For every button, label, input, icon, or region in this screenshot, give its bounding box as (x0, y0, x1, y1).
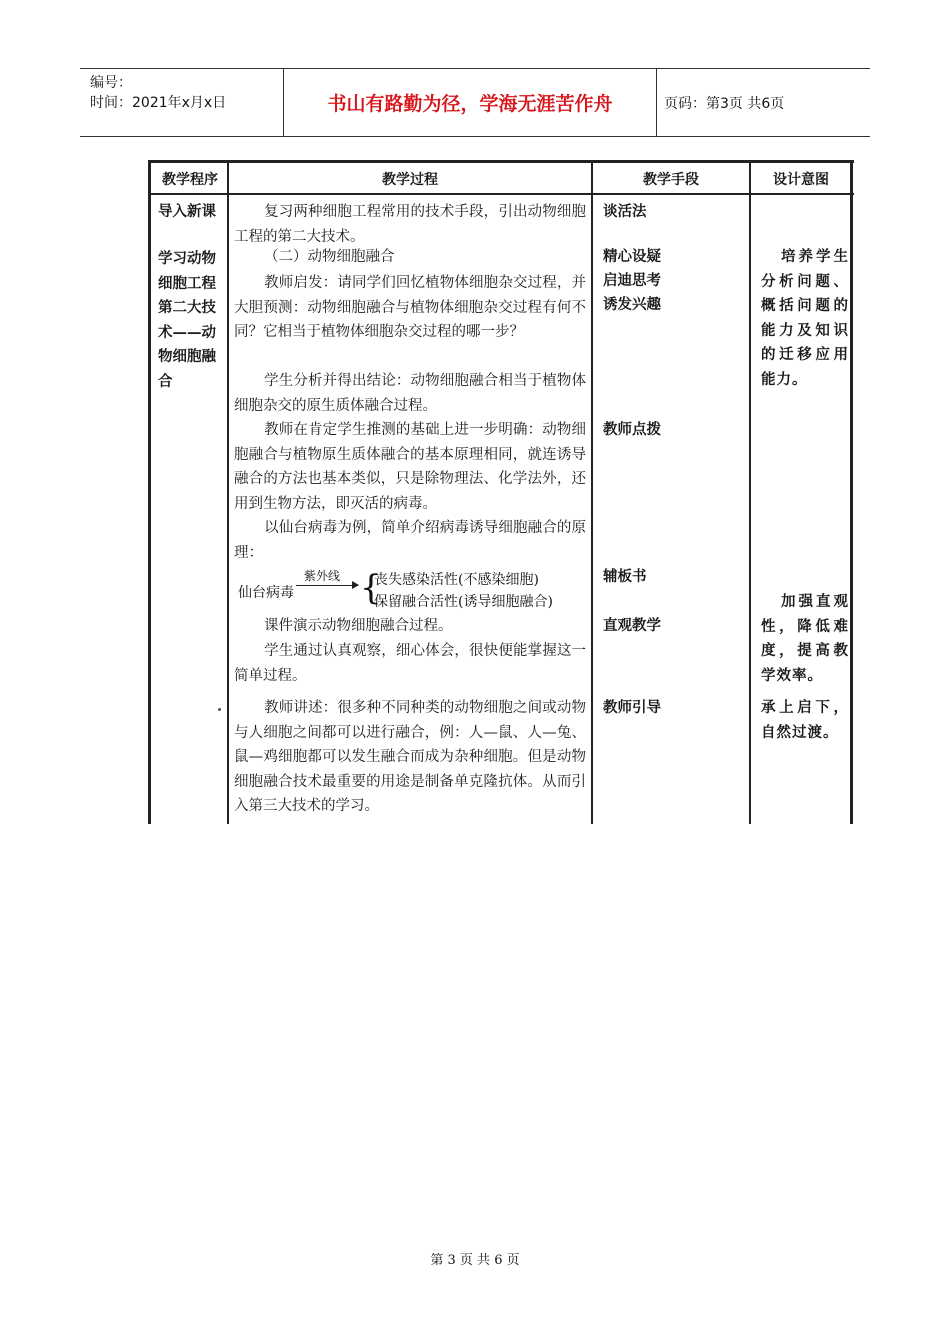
footer-page-number: 第 3 页 共 6 页 (430, 1253, 520, 1268)
header-intent: 设计意图 (773, 172, 829, 188)
means-3: 启迪思考 (603, 272, 661, 289)
intent-1 (761, 245, 849, 393)
process-p2 (234, 245, 586, 270)
intent-2 (761, 590, 849, 688)
intent-2-text: 加强直观性，降低难度，提高教学效率。 (761, 593, 849, 684)
diagram-source: 仙台病毒 (238, 585, 294, 601)
process-p6 (234, 516, 586, 565)
means-8: 教师引导 (603, 699, 661, 716)
process-p4 (234, 369, 586, 418)
table-right-border (850, 160, 853, 824)
means-1: 谈活法 (603, 203, 647, 220)
process-p3 (234, 271, 586, 345)
process-p3-text: 教师启发：请同学们回忆植物体细胞杂交过程，并大胆预测：动物细胞融合与植物体细胞杂交过程有何不同？它相当于植物体细胞杂交过程的哪一步？ (234, 275, 586, 341)
diagram-branch-2: 保留融合活性(诱导细胞融合) (374, 594, 553, 610)
process-p5 (234, 418, 586, 516)
header-meta (80, 69, 283, 136)
header-procedure: 教学程序 (162, 172, 218, 188)
page-footer (0, 1249, 950, 1268)
col-divider-1 (227, 160, 229, 824)
process-p5-text: 教师在肯定学生推测的基础上进一步明确：动物细胞融合与植物原生质体融合的基本原理相同，就连诱导融合的方法也基本类似，只是除物理法、化学法外，还用到生物方法，即灭活的病毒。 (234, 422, 586, 512)
means-6: 辅板书 (603, 568, 647, 585)
process-p9-text: 教师讲述：很多种不同种类的动物细胞之间或动物与人细胞之间都可以进行融合，例：人—鼠、人—兔、鼠—鸡细胞都可以发生融合而成为杂种细胞。但是动物细胞融合技术最重要的用途是制备单克隆抗体。从而引入第三大技术的学习。 (234, 700, 586, 815)
means-5: 教师点拨 (603, 421, 661, 438)
process-p9 (234, 696, 586, 819)
intent-1-text: 培养学生分析问题、概括问题的能力及知识的迁移应用能力。 (761, 248, 849, 388)
scan-speck (218, 708, 221, 711)
header-means: 教学手段 (643, 172, 699, 188)
page-info-text: 页码：第3页 共6页 (664, 95, 785, 112)
col-divider-2 (591, 160, 593, 824)
table-left-border (148, 160, 151, 824)
process-p4-text: 学生分析并得出结论：动物细胞融合相当于植物体细胞杂交的原生质体融合过程。 (234, 373, 586, 414)
process-p8-text: 学生通过认真观察，细心体会，很快便能掌握这一简单过程。 (234, 643, 586, 684)
process-p2-text: （二）动物细胞融合 (264, 249, 395, 265)
process-p7 (234, 614, 586, 639)
page-header (80, 68, 870, 137)
intent-3-text: 承上启下，自然过渡。 (761, 699, 849, 741)
process-p1-text: 复习两种细胞工程常用的技术手段，引出动物细胞工程的第二大技术。 (234, 204, 586, 245)
process-p1 (234, 200, 586, 249)
code-label: 编号： (90, 75, 132, 91)
diagram-branch-1: 丧失感染活性(不感染细胞) (374, 572, 539, 588)
virus-diagram (238, 567, 598, 615)
procedure-intro: 导入新课 (158, 203, 216, 220)
intent-3 (761, 696, 849, 745)
brace-icon: { (360, 568, 382, 608)
process-p6-text: 以仙台病毒为例，简单介绍病毒诱导细胞融合的原理： (234, 520, 586, 561)
arrow-right-icon (296, 585, 358, 586)
lesson-table (148, 160, 854, 824)
motto: 书山有路勤为径，学海无涯苦作舟 (283, 69, 657, 136)
col-divider-3 (749, 160, 751, 824)
means-4: 诱发兴趣 (603, 296, 661, 313)
page-info (664, 69, 870, 136)
diagram-arrow-label: 紫外线 (304, 569, 341, 583)
header-process: 教学过程 (382, 172, 438, 188)
process-p8 (234, 639, 586, 688)
date-line: 时间：2021年x月x日 (90, 95, 227, 111)
means-2: 精心设疑 (603, 248, 661, 265)
process-p7-text: 课件演示动物细胞融合过程。 (264, 618, 453, 634)
means-7: 直观教学 (603, 617, 661, 634)
procedure-study: 学习动物细胞工程第二大技术——动物细胞融合 (158, 250, 216, 390)
